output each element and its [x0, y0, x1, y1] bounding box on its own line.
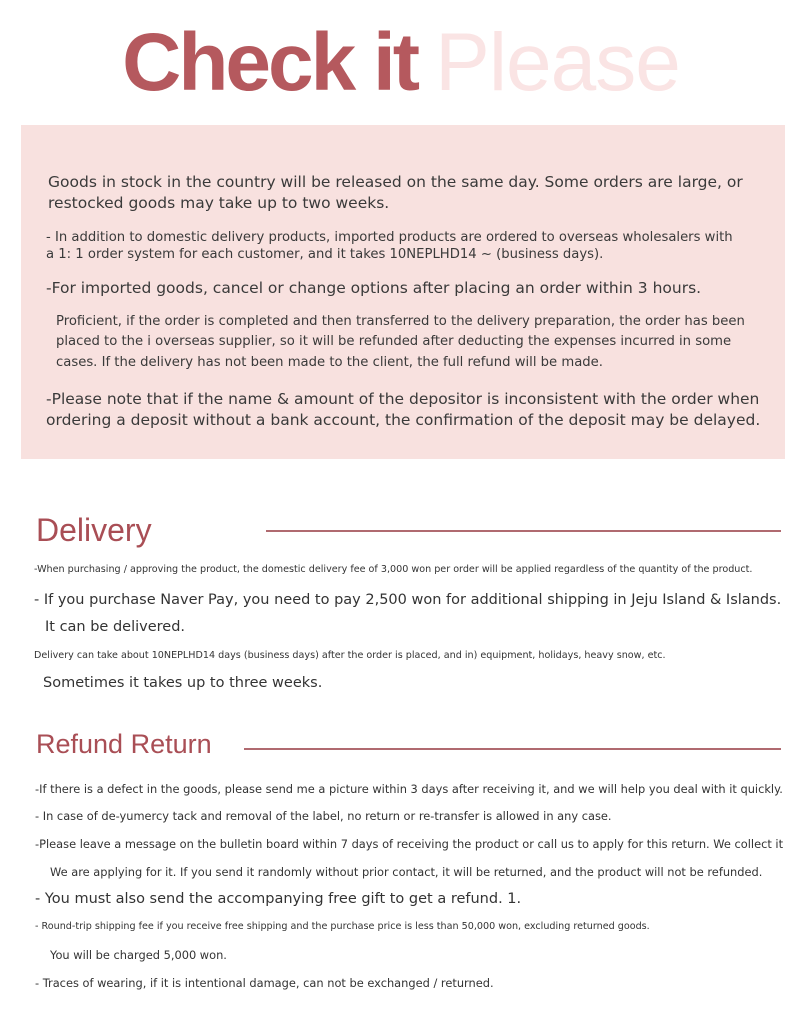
delivery-line: It can be delivered. — [45, 619, 186, 635]
refund-line: -Please leave a message on the bulletin board within 7 days of receiving the product or call us to apply for this return. We collect it — [35, 837, 784, 851]
refund-line: We are applying for it. If you send it randomly without prior contact, it will be returned, and the product will not be refunded. — [50, 865, 763, 879]
notice-text: cases. If the delivery has not been made to the client, the full refund will be made. — [56, 355, 603, 370]
refund-divider — [244, 748, 781, 750]
delivery-line: -When purchasing / approving the product, the domestic delivery fee of 3,000 won per order will be applied regardless of the quantity of the product. — [34, 564, 753, 575]
refund-line: - You must also send the accompanying free gift to get a refund. 1. — [35, 891, 522, 907]
notice-text: -For imported goods, cancel or change options after placing an order within 3 hours. — [46, 279, 702, 297]
delivery-line: Sometimes it takes up to three weeks. — [43, 675, 323, 691]
refund-line: -If there is a defect in the goods, please send me a picture within 3 days after receiving it, and we will help you deal with it quickly. — [35, 782, 783, 796]
refund-line: - In case of de-yumercy tack and removal of the label, no return or re-transfer is allowed in any case. — [35, 809, 612, 823]
delivery-divider — [266, 530, 781, 532]
notice-text: a 1: 1 order system for each customer, and it takes 10NEPLHD14 ~ (business days). — [46, 247, 604, 262]
notice-text: Goods in stock in the country will be released on the same day. Some orders are large, or — [48, 173, 743, 191]
delivery-line: - If you purchase Naver Pay, you need to pay 2,500 won for additional shipping in Jeju Island & Islands. — [34, 592, 782, 608]
notice-text: -Please note that if the name & amount of the depositor is inconsistent with the order when — [46, 390, 760, 408]
delivery-line: Delivery can take about 10NEPLHD14 days (business days) after the order is placed, and in) equipment, holidays, heavy snow, etc. — [34, 650, 666, 661]
refund-line: - Round-trip shipping fee if you receive free shipping and the purchase price is less than 50,000 won, excluding returned goods. — [35, 921, 650, 932]
notice-box — [21, 125, 785, 459]
notice-text: Proficient, if the order is completed and then transferred to the delivery preparation, the order has been — [56, 314, 745, 329]
refund-line: - Traces of wearing, if it is intentional damage, can not be exchanged / returned. — [35, 976, 494, 990]
page-title — [0, 18, 802, 108]
refund-line: You will be charged 5,000 won. — [50, 948, 227, 962]
notice-text: - In addition to domestic delivery products, imported products are ordered to overseas wholesalers with — [46, 230, 733, 245]
notice-text: restocked goods may take up to two weeks. — [48, 194, 390, 212]
title-light: Please — [435, 17, 680, 108]
refund-heading: Refund Return — [36, 729, 212, 759]
notice-text: placed to the i overseas supplier, so it will be refunded after deducting the expenses incurred in some — [56, 334, 732, 349]
notice-text: ordering a deposit without a bank account, the confirmation of the deposit may be delayed. — [46, 411, 761, 429]
title-bold: Check it — [122, 17, 418, 108]
delivery-heading: Delivery — [36, 512, 152, 548]
